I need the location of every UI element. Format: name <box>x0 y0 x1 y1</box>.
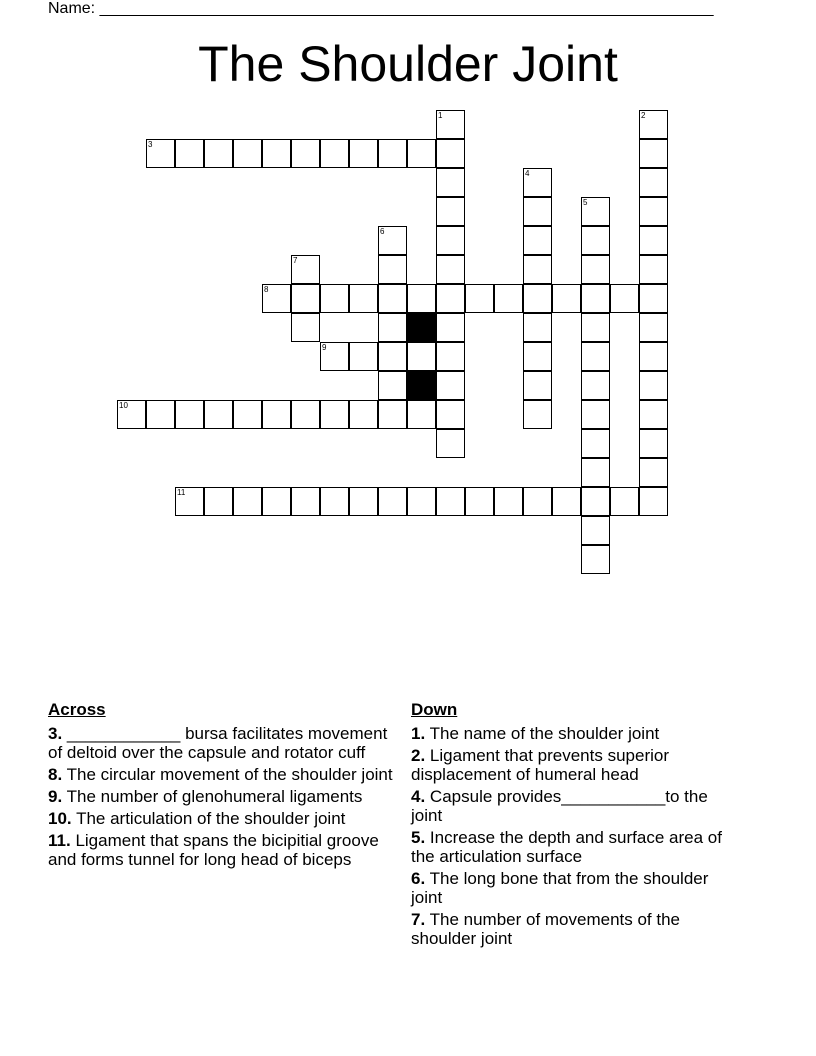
grid-cell[interactable] <box>320 139 349 168</box>
grid-cell[interactable] <box>436 139 465 168</box>
grid-cell[interactable] <box>349 139 378 168</box>
grid-cell[interactable] <box>436 168 465 197</box>
clue-down-7 <box>411 910 731 948</box>
clue-number: 9. <box>48 787 63 806</box>
clue-number: 1. <box>411 724 426 743</box>
clue-down-6 <box>411 869 731 907</box>
grid-cell[interactable] <box>581 458 610 487</box>
grid-cell[interactable] <box>494 487 523 516</box>
grid-cell[interactable] <box>552 487 581 516</box>
clue-number: 10. <box>48 809 72 828</box>
grid-cell[interactable] <box>436 110 465 139</box>
clue-number: 2. <box>411 746 426 765</box>
clue-text: The articulation of the shoulder joint <box>76 809 346 828</box>
grid-cell[interactable] <box>291 487 320 516</box>
grid-cell[interactable] <box>639 487 668 516</box>
name-field-label: Name: _____________________________________________________________________ <box>48 0 714 17</box>
clue-number-label: 7 <box>293 256 298 265</box>
grid-cell[interactable] <box>407 139 436 168</box>
grid-cell[interactable] <box>639 429 668 458</box>
clue-number-label: 10 <box>119 401 128 410</box>
grid-cell[interactable] <box>639 400 668 429</box>
down-heading: Down <box>411 700 458 719</box>
grid-cell[interactable] <box>146 400 175 429</box>
grid-cell[interactable] <box>523 342 552 371</box>
clue-number-label: 3 <box>148 140 153 149</box>
grid-cell[interactable] <box>639 255 668 284</box>
grid-cell[interactable] <box>523 197 552 226</box>
grid-cell[interactable] <box>436 371 465 400</box>
clue-number-label: 5 <box>583 198 588 207</box>
clue-across-10 <box>48 809 404 828</box>
grid-cell[interactable] <box>581 516 610 545</box>
grid-cell[interactable] <box>291 284 320 313</box>
grid-cell[interactable] <box>291 400 320 429</box>
across-clues <box>48 700 404 872</box>
grid-cell[interactable] <box>581 255 610 284</box>
grid-cell[interactable] <box>378 284 407 313</box>
grid-cell[interactable] <box>639 371 668 400</box>
grid-cell[interactable] <box>581 226 610 255</box>
clue-text: The number of glenohumeral ligaments <box>66 787 363 806</box>
grid-cell[interactable] <box>552 284 581 313</box>
grid-cell[interactable] <box>204 400 233 429</box>
clue-text: The number of movements of the shoulder joint <box>411 910 681 948</box>
grid-cell[interactable] <box>204 487 233 516</box>
clue-across-8 <box>48 765 404 784</box>
clue-text: Capsule provides___________to the joint <box>411 787 708 825</box>
grid-cell[interactable] <box>175 487 204 516</box>
clue-text: The name of the shoulder joint <box>429 724 660 743</box>
grid-cell[interactable] <box>349 487 378 516</box>
grid-cell[interactable] <box>349 342 378 371</box>
across-heading: Across <box>48 700 106 719</box>
grid-cell[interactable] <box>291 139 320 168</box>
grid-cell[interactable] <box>378 400 407 429</box>
grid-cell[interactable] <box>639 197 668 226</box>
grid-cell[interactable] <box>407 487 436 516</box>
clue-number-label: 4 <box>525 169 530 178</box>
clue-down-4 <box>411 787 731 825</box>
grid-cell[interactable] <box>378 139 407 168</box>
clue-text: The long bone that from the shoulder joint <box>411 869 709 907</box>
grid-cell[interactable] <box>523 168 552 197</box>
clue-down-2 <box>411 746 731 784</box>
grid-cell[interactable] <box>320 342 349 371</box>
grid-cell[interactable] <box>436 429 465 458</box>
black-cell <box>407 313 436 342</box>
clue-text: Increase the depth and surface area of the articulation surface <box>411 828 722 866</box>
clue-text: ____________ bursa facilitates movement of deltoid over the capsule and rotator cuff <box>48 724 388 762</box>
grid-cell[interactable] <box>436 197 465 226</box>
grid-cell[interactable] <box>581 487 610 516</box>
grid-cell[interactable] <box>639 110 668 139</box>
clue-text: Ligament that prevents superior displacement of humeral head <box>411 746 670 784</box>
clue-number: 6. <box>411 869 426 888</box>
grid-cell[interactable] <box>262 284 291 313</box>
grid-cell[interactable] <box>465 487 494 516</box>
grid-cell[interactable] <box>581 342 610 371</box>
grid-cell[interactable] <box>262 400 291 429</box>
grid-cell[interactable] <box>349 284 378 313</box>
clue-down-1 <box>411 724 731 743</box>
grid-cell[interactable] <box>436 342 465 371</box>
clue-number-label: 8 <box>264 285 269 294</box>
clue-number-label: 1 <box>438 111 443 120</box>
grid-cell[interactable] <box>639 139 668 168</box>
clue-number: 11. <box>48 831 71 850</box>
grid-cell[interactable] <box>581 400 610 429</box>
clue-number-label: 9 <box>322 343 327 352</box>
grid-cell[interactable] <box>639 168 668 197</box>
grid-cell[interactable] <box>407 284 436 313</box>
page-title: The Shoulder Joint <box>198 36 618 92</box>
grid-cell[interactable] <box>523 400 552 429</box>
grid-cell[interactable] <box>523 313 552 342</box>
grid-cell[interactable] <box>233 487 262 516</box>
grid-cell[interactable] <box>378 371 407 400</box>
grid-cell[interactable] <box>581 371 610 400</box>
grid-cell[interactable] <box>639 284 668 313</box>
clue-number: 5. <box>411 828 426 847</box>
grid-cell[interactable] <box>378 487 407 516</box>
grid-cell[interactable] <box>436 487 465 516</box>
grid-cell[interactable] <box>436 400 465 429</box>
grid-cell[interactable] <box>262 487 291 516</box>
grid-cell[interactable] <box>639 313 668 342</box>
grid-cell[interactable] <box>436 284 465 313</box>
clue-number: 3. <box>48 724 63 743</box>
grid-cell[interactable] <box>291 313 320 342</box>
clue-number-label: 6 <box>380 227 385 236</box>
grid-cell[interactable] <box>523 255 552 284</box>
grid-cell[interactable] <box>378 226 407 255</box>
clue-number-label: 2 <box>641 111 646 120</box>
grid-cell[interactable] <box>639 458 668 487</box>
grid-cell[interactable] <box>610 487 639 516</box>
grid-cell[interactable] <box>581 197 610 226</box>
clue-number: 8. <box>48 765 63 784</box>
clue-number-label: 11 <box>177 488 186 497</box>
grid-cell[interactable] <box>378 342 407 371</box>
grid-cell[interactable] <box>233 139 262 168</box>
clue-across-3 <box>48 724 404 762</box>
grid-cell[interactable] <box>407 400 436 429</box>
grid-cell[interactable] <box>436 313 465 342</box>
grid-cell[interactable] <box>523 371 552 400</box>
grid-cell[interactable] <box>436 226 465 255</box>
grid-cell[interactable] <box>320 400 349 429</box>
grid-cell[interactable] <box>581 429 610 458</box>
clue-across-9 <box>48 787 404 806</box>
grid-cell[interactable] <box>523 284 552 313</box>
grid-cell[interactable] <box>523 487 552 516</box>
grid-cell[interactable] <box>291 255 320 284</box>
grid-cell[interactable] <box>436 255 465 284</box>
grid-cell[interactable] <box>494 284 523 313</box>
grid-cell[interactable] <box>639 226 668 255</box>
grid-cell[interactable] <box>639 342 668 371</box>
grid-cell[interactable] <box>407 342 436 371</box>
grid-cell[interactable] <box>465 284 494 313</box>
grid-cell[interactable] <box>581 545 610 574</box>
clue-number: 7. <box>411 910 426 929</box>
grid-cell[interactable] <box>204 139 233 168</box>
grid-cell[interactable] <box>378 255 407 284</box>
clue-text: The circular movement of the shoulder joint <box>66 765 393 784</box>
grid-cell[interactable] <box>610 284 639 313</box>
down-clues <box>411 700 731 951</box>
clue-across-11 <box>48 831 404 869</box>
grid-cell[interactable] <box>349 400 378 429</box>
grid-cell[interactable] <box>581 313 610 342</box>
grid-cell[interactable] <box>175 400 204 429</box>
grid-cell[interactable] <box>320 487 349 516</box>
clue-number: 4. <box>411 787 426 806</box>
grid-cell[interactable] <box>233 400 262 429</box>
grid-cell[interactable] <box>320 284 349 313</box>
clue-text: Ligament that spans the bicipitial groove and forms tunnel for long head of biceps <box>48 831 379 869</box>
grid-cell[interactable] <box>146 139 175 168</box>
grid-cell[interactable] <box>581 284 610 313</box>
grid-cell[interactable] <box>378 313 407 342</box>
grid-cell[interactable] <box>117 400 146 429</box>
clue-down-5 <box>411 828 731 866</box>
black-cell <box>407 371 436 400</box>
grid-cell[interactable] <box>262 139 291 168</box>
grid-cell[interactable] <box>523 226 552 255</box>
grid-cell[interactable] <box>175 139 204 168</box>
